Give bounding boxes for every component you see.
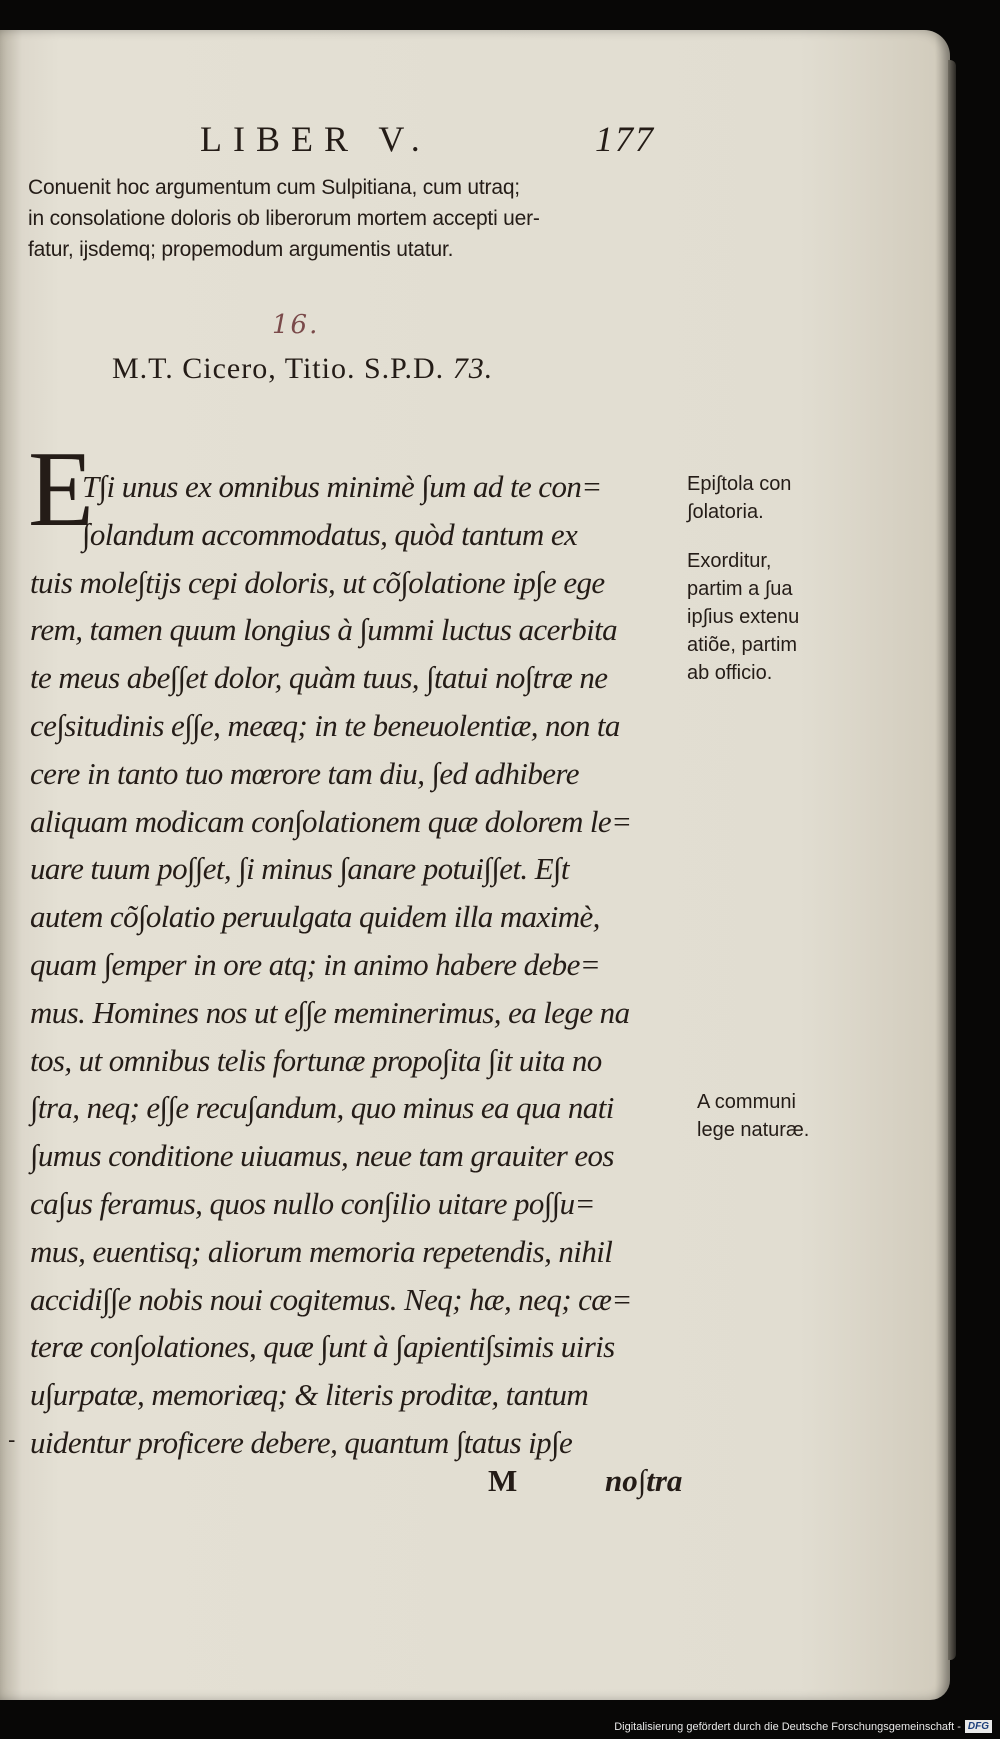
letter-number: 73. (452, 352, 494, 385)
handwritten-note: 16. (272, 310, 320, 340)
dfg-logo: DFG (965, 1720, 992, 1733)
margin-note-line: ab officio. (687, 662, 773, 684)
argument-summary (28, 172, 678, 265)
margin-note-exorditur (687, 547, 799, 687)
body-line: rem, tamen quum longius à ∫ummi luctus acerbita (30, 612, 618, 648)
body-line: mus, euentisq; aliorum memoria repetendis, nihil (30, 1233, 613, 1269)
margin-note-epistola (687, 470, 791, 526)
signature-mark: M (488, 1463, 518, 1498)
body-line: ∫tra, neq; e∫∫e recu∫andum, quo minus ea qua nati (30, 1090, 614, 1126)
body-line: uidentur proficere debere, quantum ∫tatus ip∫e (30, 1424, 573, 1460)
digitization-footer (614, 1720, 992, 1733)
margin-note-line: lege naturæ. (697, 1119, 810, 1141)
margin-note-line: A communi (697, 1091, 796, 1113)
body-line: ∫olandum accommodatus, quòd tantum ex (82, 516, 578, 552)
body-line: u∫urpatæ, memoriæq; & literis proditæ, tantum (30, 1377, 589, 1413)
body-line: ∫umus conditione uiuamus, neue tam grauiter eos (30, 1138, 614, 1174)
page-number: 177 (595, 119, 655, 159)
summary-line: Conuenit hoc argumentum cum Sulpitiana, cum utraq; (28, 176, 520, 199)
page-edge (948, 60, 956, 1660)
letter-heading (112, 352, 493, 386)
catchword: no∫tra (605, 1463, 683, 1498)
summary-line: in consolatione doloris ob liberorum mortem accepti uer- (28, 207, 540, 230)
margin-note-communi (697, 1088, 809, 1144)
letter-heading-text: M.T. Cicero, Titio. S.P.D. (112, 352, 445, 385)
margin-note-line: Exorditur, (687, 550, 772, 572)
body-line: quam ∫emper in ore atq; in animo habere debe= (30, 946, 601, 982)
body-line: tuis mole∫tijs cepi doloris, ut cõ∫olatione ip∫e ege (30, 564, 605, 600)
summary-line: fatur, ijsdemq; propemodum argumentis utatur. (28, 238, 454, 261)
body-line: ce∫situdinis e∫∫e, meæq; in te beneuolentiæ, non ta (30, 707, 620, 743)
margin-mark: - (8, 1428, 16, 1453)
body-line: cere in tanto tuo mœrore tam diu, ∫ed adhibere (30, 755, 579, 791)
body-line: T∫i unus ex omnibus minimè ∫um ad te con= (82, 469, 602, 504)
body-line: te meus abe∫∫et dolor, quàm tuus, ∫tatui no∫træ ne (30, 660, 608, 696)
body-line: accidi∫∫e nobis noui cogitemus. Neq; hæ, neq; cæ= (30, 1281, 632, 1317)
letter-body (30, 463, 680, 1467)
body-line: uare tuum po∫∫et, ∫i minus ∫anare potui∫∫et. E∫t (30, 851, 569, 887)
body-line: ca∫us feramus, quos nullo con∫ilio uitare po∫∫u= (30, 1185, 595, 1221)
drop-cap: E (28, 430, 94, 549)
body-line: tos, ut omnibus telis fortunæ propo∫ita ∫it uita no (30, 1042, 602, 1078)
body-line: teræ con∫olationes, quæ ∫unt à ∫apienti∫simis uiris (30, 1329, 615, 1365)
margin-note-line: ∫olatoria. (687, 501, 764, 523)
running-title: LIBER V. (200, 119, 431, 159)
body-line: mus. Homines nos ut e∫∫e meminerimus, ea lege na (30, 994, 630, 1030)
margin-note-line: Epi∫tola con (687, 473, 792, 495)
footer-text: Digitalisierung gefördert durch die Deutsche Forschungsgemeinschaft - (614, 1720, 961, 1733)
margin-note-line: ip∫ius extenu (687, 606, 800, 628)
margin-note-line: atiõe, partim (687, 634, 798, 656)
body-line: aliquam modicam con∫olationem quæ dolorem le= (30, 803, 632, 839)
body-line: autem cõ∫olatio peruulgata quidem illa maximè, (30, 899, 600, 935)
margin-note-line: partim a ∫ua (687, 578, 793, 600)
